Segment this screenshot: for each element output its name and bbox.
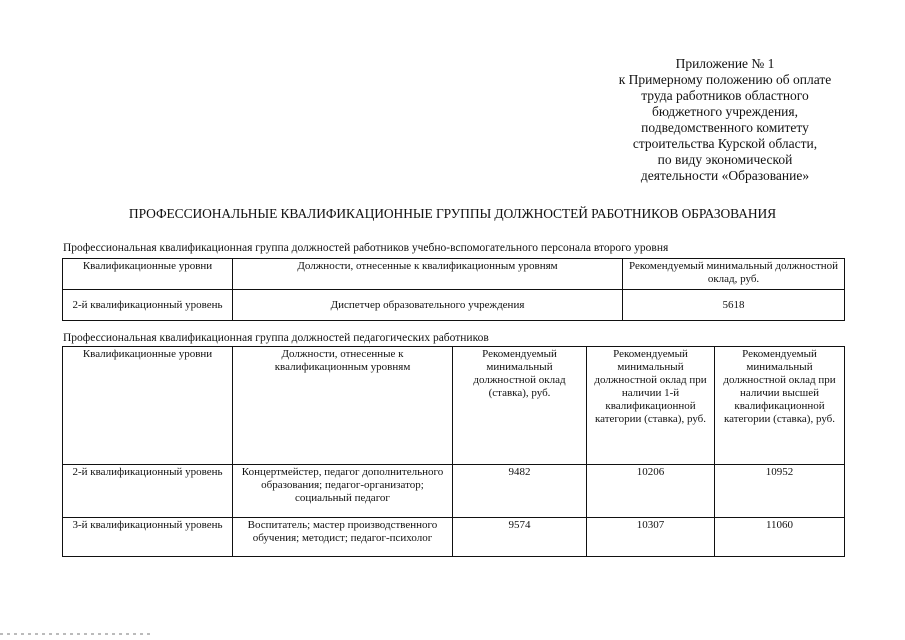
header-cell: Рекомендуемый минимальный должностной оклад, руб. — [623, 259, 845, 290]
header-cell: Рекомендуемый минимальный должностной оклад при наличии 1-й квалификационной категории (ставка), руб. — [587, 347, 715, 465]
table-cell: 10952 — [715, 465, 845, 518]
appendix-block — [560, 56, 890, 184]
table-cell: 9574 — [453, 518, 587, 557]
header-cell: Рекомендуемый минимальный должностной оклад при наличии высшей квалификационной категории (ставка), руб. — [715, 347, 845, 465]
table-cell: 2-й квалификационный уровень — [63, 465, 233, 518]
table-cell: 5618 — [623, 290, 845, 321]
header-cell: Должности, отнесенные к квалификационным уровням — [233, 259, 623, 290]
header-cell: Квалификационные уровни — [63, 347, 233, 465]
appendix-line: деятельности «Образование» — [640, 168, 810, 183]
table-cell: Воспитатель; мастер производственного обучения; методист; педагог-психолог — [233, 518, 453, 557]
appendix-line: по виду экономической — [657, 152, 793, 167]
table1-caption: Профессиональная квалификационная группа должностей работников учебно-вспомогательного персонала второго уровня — [63, 242, 669, 254]
table-row — [63, 518, 845, 557]
table-row — [63, 465, 845, 518]
appendix-line: Приложение № 1 — [675, 56, 775, 71]
table-cell: 10206 — [587, 465, 715, 518]
table-cell: Диспетчер образовательного учреждения — [233, 290, 623, 321]
table-teaching-staff — [62, 346, 845, 557]
appendix-line: к Примерному положению об оплате — [618, 72, 832, 87]
table-support-staff — [62, 258, 845, 321]
scan-artifact-line — [0, 633, 150, 635]
table-cell: 9482 — [453, 465, 587, 518]
appendix-line: подведомственного комитету — [641, 120, 809, 135]
document-title: ПРОФЕССИОНАЛЬНЫЕ КВАЛИФИКАЦИОННЫЕ ГРУППЫ ДОЛЖНОСТЕЙ РАБОТНИКОВ ОБРАЗОВАНИЯ — [128, 206, 777, 221]
table-header-row — [63, 259, 845, 290]
table-cell: 10307 — [587, 518, 715, 557]
header-cell: Должности, отнесенные к квалификационным уровням — [233, 347, 453, 465]
table-cell: 11060 — [715, 518, 845, 557]
table-cell: 3-й квалификационный уровень — [63, 518, 233, 557]
table-cell: 2-й квалификационный уровень — [63, 290, 233, 321]
appendix-line: труда работников областного — [641, 88, 809, 103]
table-row — [63, 290, 845, 321]
table2-caption: Профессиональная квалификационная группа должностей педагогических работников — [63, 332, 489, 344]
table-cell: Концертмейстер, педагог дополнительного образования; педагог-организатор; социальный педагог — [233, 465, 453, 518]
appendix-line: строительства Курской области, — [632, 136, 818, 151]
header-cell: Квалификационные уровни — [63, 259, 233, 290]
table-header-row — [63, 347, 845, 465]
appendix-line: бюджетного учреждения, — [652, 104, 798, 119]
header-cell: Рекомендуемый минимальный должностной оклад (ставка), руб. — [453, 347, 587, 465]
